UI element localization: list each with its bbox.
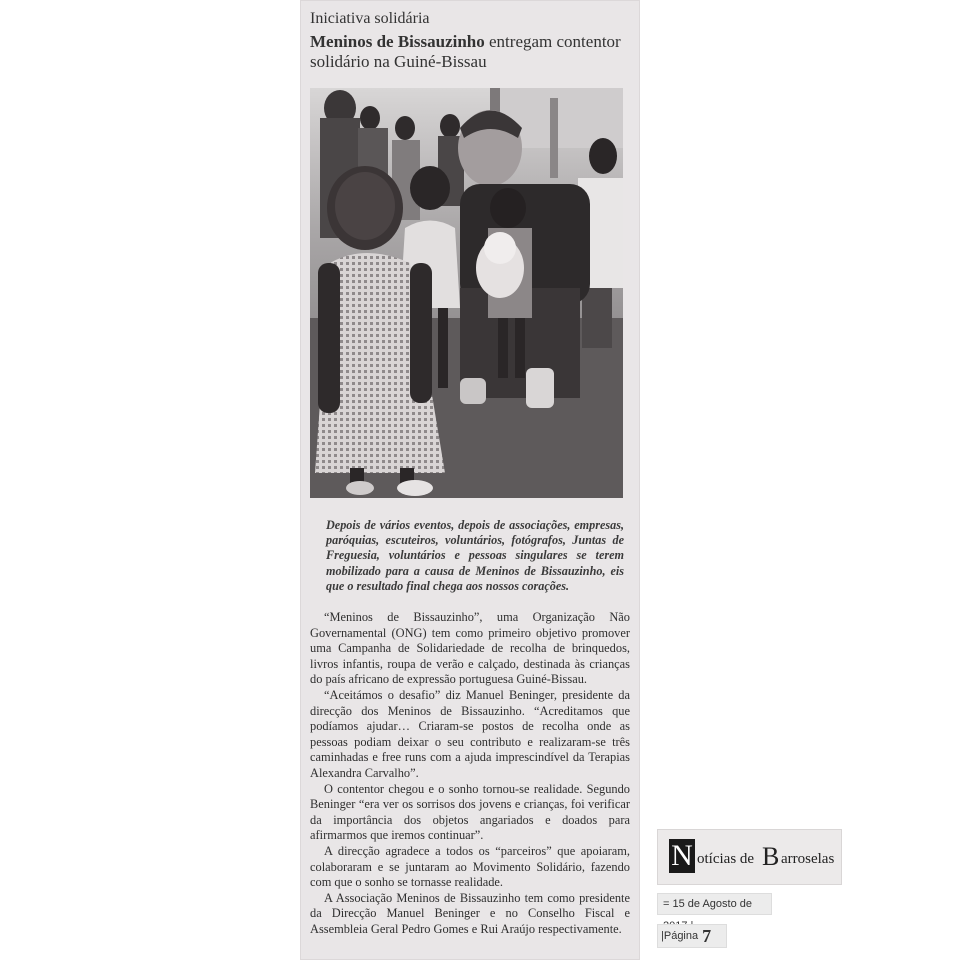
article-kicker: Iniciativa solidária bbox=[310, 10, 430, 27]
photo-illustration bbox=[310, 88, 623, 498]
article-headline bbox=[310, 32, 630, 72]
date-text: 15 de Agosto de bbox=[672, 898, 752, 910]
publication-date: = 15 de Agosto de bbox=[657, 893, 772, 915]
paragraph: A Associação Meninos de Bissauzinho tem como presidente da Direcção Manuel Beninger e no Conselho Fiscal e Assembleia Geral Pedro Gomes e Rui Araújo respectivamente. bbox=[310, 890, 630, 936]
paragraph: “Aceitámos o desafio” diz Manuel Beninger, presidente da direcção dos Meninos de Bissauzinho. “Acreditamos que podíamos ajudar… Criaram-se postos de recolha onde as pessoas podiam deixar o seu contributo e realizaram-se três caminhadas e free runs com a ajuda imprescindível da Terapias Alexandra Carvalho”. bbox=[310, 687, 630, 780]
headline-rest: entregam contentor solidário na Guiné-Bissau bbox=[310, 32, 621, 71]
newspaper-masthead bbox=[657, 829, 842, 885]
article-lead: Depois de vários eventos, depois de associações, empresas, paróquias, escuteiros, voluntários, fotógrafos, Juntas de Freguesia, voluntários e pessoas singulares se terem mobilizado para a causa de Meninos de Bissauzinho, eis que o resultado final chega aos nossos corações. bbox=[326, 518, 624, 593]
masthead-letter-n: N bbox=[669, 839, 695, 873]
paragraph: O contentor chegou e o sonho tornou-se realidade. Segundo Beninger “era ver os sorrisos dos jovens e crianças, foi verificar da importância dos objetos angariados e doados para afirmarmos que iremos continuar”. bbox=[310, 781, 630, 843]
paragraph: “Meninos de Bissauzinho”, uma Organização Não Governamental (ONG) tem como primeiro objetivo promover uma Campanha de Solidariedade de recolha de brinquedos, livros infantis, roupa de verão e calçado, destinada às crianças do país africano de expressão portuguesa Guiné-Bissau. bbox=[310, 610, 630, 687]
article-body bbox=[310, 610, 630, 937]
masthead-part2: arroselas bbox=[781, 851, 835, 867]
article-photo bbox=[310, 88, 623, 498]
headline-bold: Meninos de Bissauzinho bbox=[310, 32, 485, 51]
page-label: |Página bbox=[661, 930, 699, 942]
page-number: 7 bbox=[702, 926, 712, 946]
page-number-box bbox=[657, 924, 727, 948]
masthead-part1: otícias de bbox=[697, 851, 755, 867]
paragraph: A direcção agradece a todos os “parceiros” que apoiaram, colaboraram e se juntaram ao Movimento Solidário, fazendo com que o sonho se tornasse realidade. bbox=[310, 843, 630, 890]
masthead-letter-b: B bbox=[762, 842, 780, 871]
newspaper-clipping bbox=[300, 0, 640, 960]
